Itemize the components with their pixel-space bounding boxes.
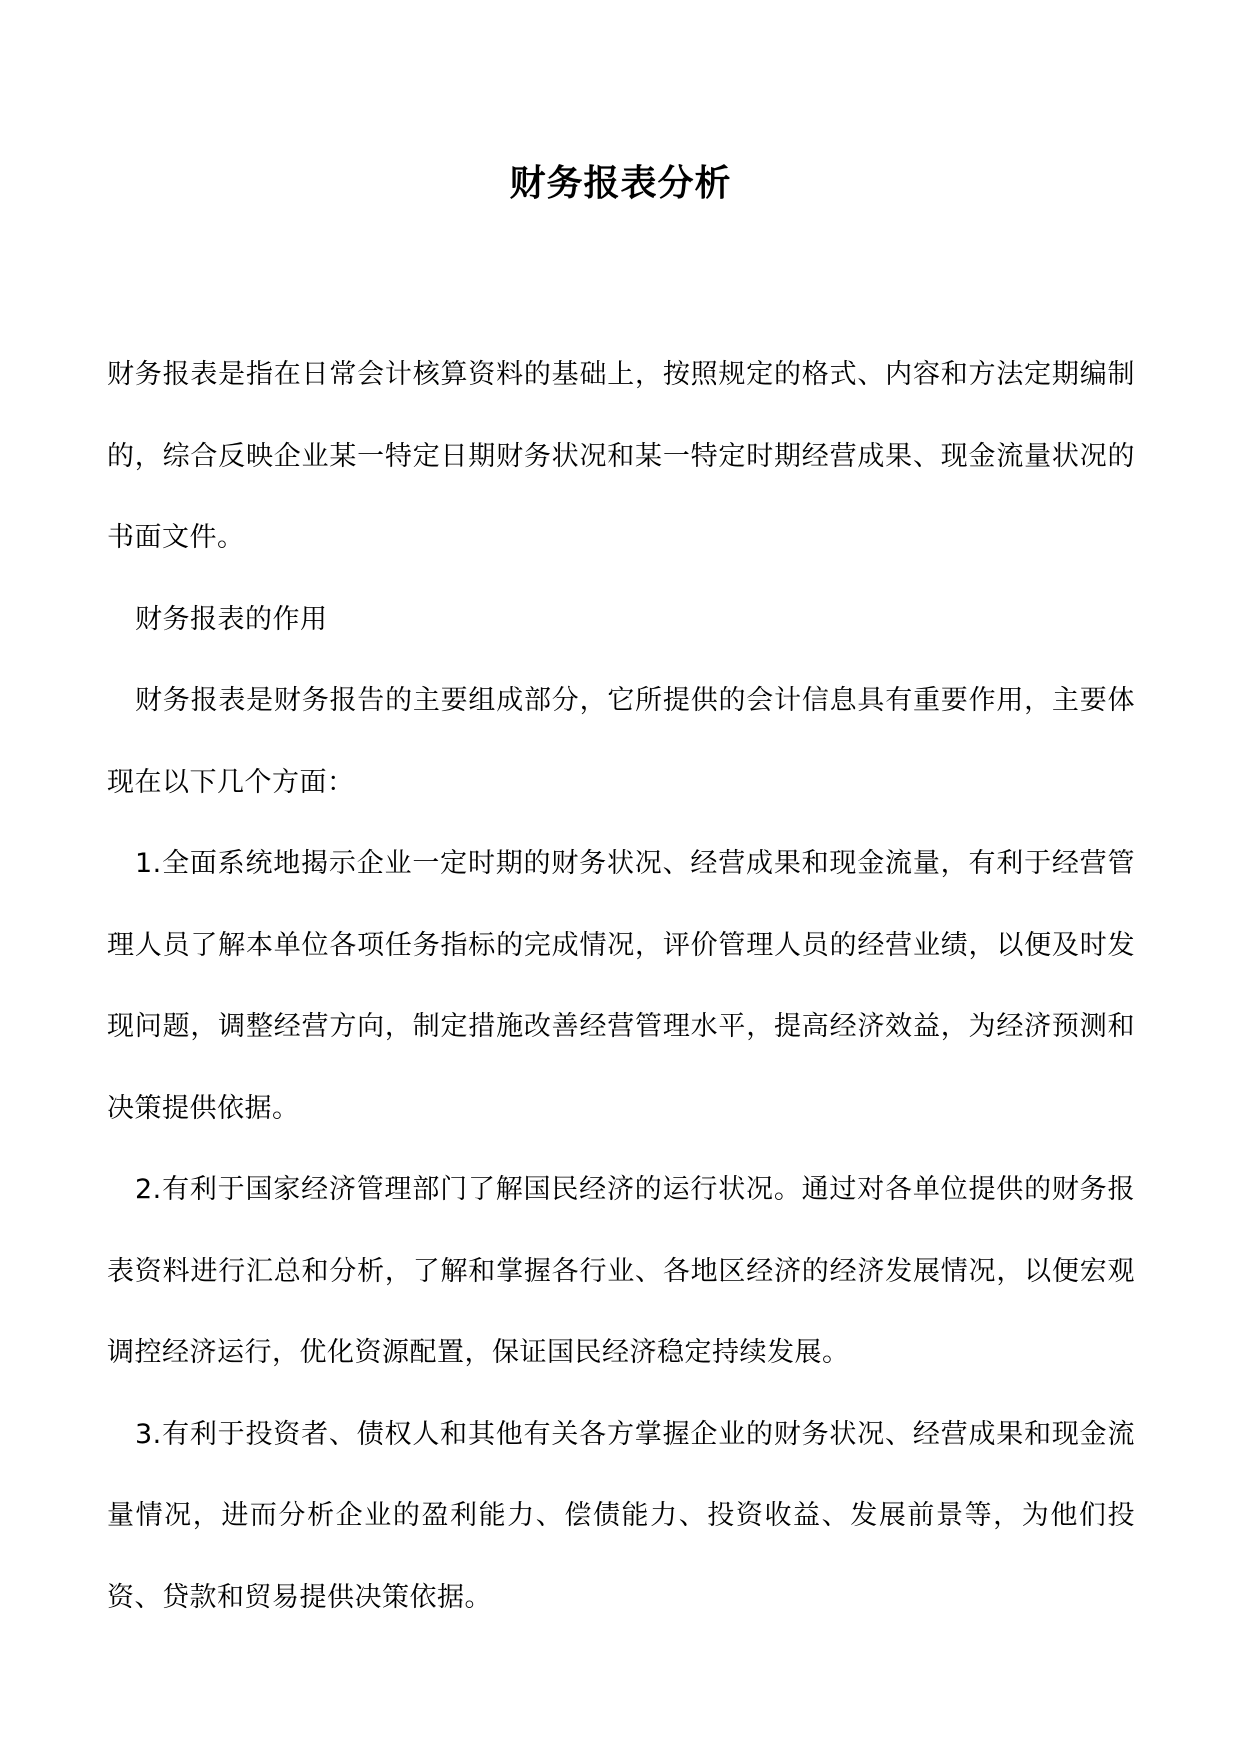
section-heading-role: 财务报表的作用	[135, 603, 328, 635]
paragraph-point-3: 3.有利于投资者、债权人和其他有关各方掌握企业的财务状况、经营成果和现金流量情况，进而分析企业的盈利能力、偿债能力、投资收益、发展前景等，为他们投资、贷款和贸易提供决策依据。	[107, 1418, 1135, 1613]
paragraph-role-intro: 财务报表是财务报告的主要组成部分，它所提供的会计信息具有重要作用，主要体现在以下几个方面：	[107, 685, 1135, 798]
paragraph-point-2: 2.有利于国家经济管理部门了解国民经济的运行状况。通过对各单位提供的财务报表资料进行汇总和分析，了解和掌握各行业、各地区经济的经济发展情况，以便宏观调控经济运行，优化资源配置，保证国民经济稳定持续发展。	[107, 1174, 1135, 1368]
document-title: 财务报表分析	[509, 163, 732, 204]
paragraph-definition: 财务报表是指在日常会计核算资料的基础上，按照规定的格式、内容和方法定期编制的，综合反映企业某一特定日期财务状况和某一特定时期经营成果、现金流量状况的书面文件。	[107, 359, 1135, 553]
paragraph-point-1: 1.全面系统地揭示企业一定时期的财务状况、经营成果和现金流量，有利于经营管理人员了解本单位各项任务指标的完成情况，评价管理人员的经营业绩，以便及时发现问题，调整经营方向，制定措施改善经营管理水平，提高经济效益，为经济预测和决策提供依据。	[107, 848, 1135, 1124]
document-body	[107, 334, 1135, 1638]
